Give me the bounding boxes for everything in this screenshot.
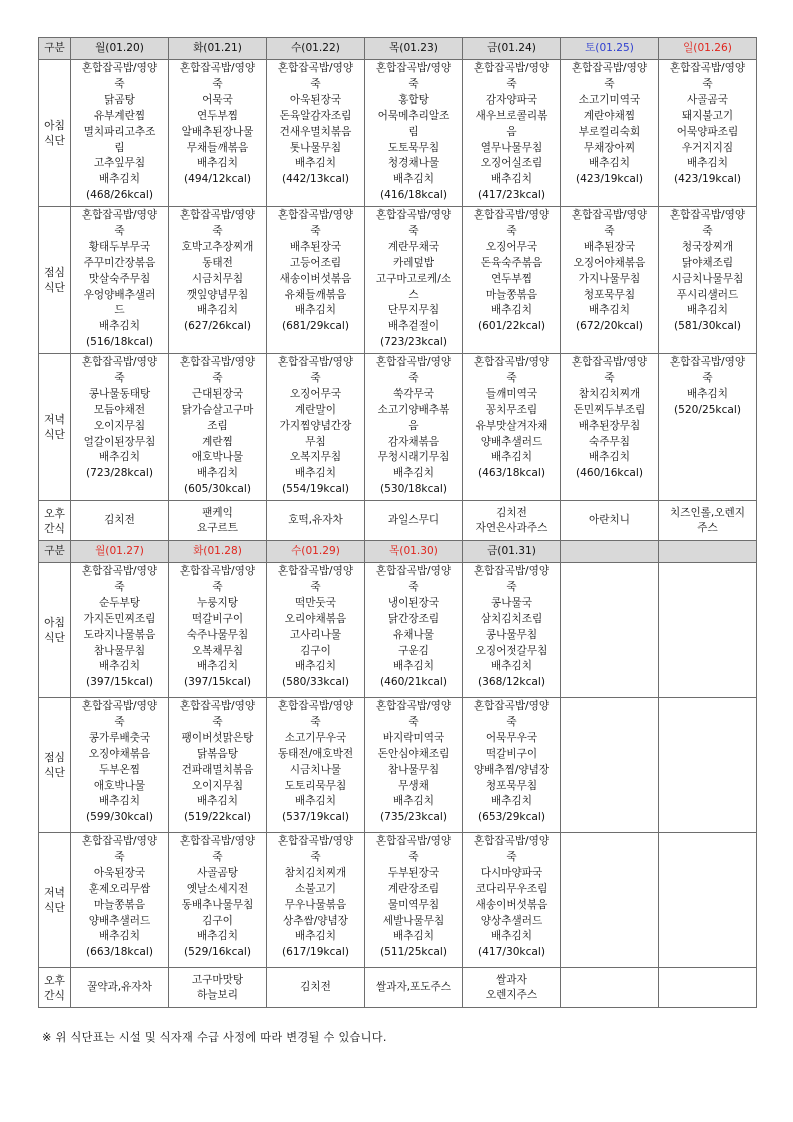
meal-cell: 혼합잡곡밥/영양 죽 들깨미역국 꽁치무조림 유부맛살겨자채 양배추샐러드 배추김치 (463/18kcal)	[463, 354, 561, 501]
day-header: 토(01.25)	[561, 38, 659, 60]
snack-cell: 김치전	[267, 968, 365, 1008]
meal-cell	[659, 833, 757, 968]
meal-cell: 혼합잡곡밥/영양 죽 닭곰탕 유부계란찜 멸치파리고추조 림 고추잎무침 배추김치 (468/26kcal)	[71, 60, 169, 207]
meal-cell: 혼합잡곡밥/영양 죽 배추된장국 오징어야채볶음 가지나물무침 청포묵무침 배추김치 (672/20kcal)	[561, 207, 659, 354]
snack-cell	[659, 968, 757, 1008]
meal-cell: 혼합잡곡밥/영양 죽 오징어무국 계란말이 가지찜양념간장 무침 오복지무침 배추김치 (554/19kcal)	[267, 354, 365, 501]
snack-row	[39, 501, 757, 541]
meal-cell: 혼합잡곡밥/영양 죽 아욱된장국 훈제오리무쌈 마늘쫑볶음 양배추샐러드 배추김치 (663/18kcal)	[71, 833, 169, 968]
snack-cell: 쌀과자 오렌지주스	[463, 968, 561, 1008]
meal-row	[39, 60, 757, 207]
meal-cell	[659, 563, 757, 698]
meal-cell: 혼합잡곡밥/영양 죽 배추된장국 고등어조림 새송이버섯볶음 유채들깨볶음 배추김치 (681/29kcal)	[267, 207, 365, 354]
day-header	[659, 541, 757, 563]
snack-cell: 과일스무디	[365, 501, 463, 541]
day-header: 일(01.26)	[659, 38, 757, 60]
meal-cell: 혼합잡곡밥/영양 죽 계란무채국 카레덮밥 고구마고로케/소 스 단무지무침 배추겉절이 (723/23kcal)	[365, 207, 463, 354]
meal-cell: 혼합잡곡밥/영양 죽 황태두부무국 주꾸미간장볶음 맛살숙주무침 우엉양배추샐러 드 배추김치 (516/18kcal)	[71, 207, 169, 354]
meal-cell: 혼합잡곡밥/영양 죽 감자양파국 새우브로콜리볶 음 열무나물무침 오징어실조림 배추김치 (417/23kcal)	[463, 60, 561, 207]
meal-cell: 혼합잡곡밥/영양 죽 소고기무우국 동태전/애호박전 시금치나물 도토리묵무침 배추김치 (537/19kcal)	[267, 698, 365, 833]
meal-cell: 혼합잡곡밥/영양 죽 참치김치찌개 소불고기 무우나물볶음 상추쌈/양념장 배추김치 (617/19kcal)	[267, 833, 365, 968]
snack-cell: 쌀과자,포도주스	[365, 968, 463, 1008]
meal-category-label: 점심 식단	[39, 698, 71, 833]
meal-cell: 혼합잡곡밥/영양 죽 쑥각무국 소고기양배추볶 음 감자채볶음 무청시래기무침 배추김치 (530/18kcal)	[365, 354, 463, 501]
day-header: 화(01.21)	[169, 38, 267, 60]
day-header: 금(01.31)	[463, 541, 561, 563]
snack-cell: 김치전	[71, 501, 169, 541]
meal-cell	[561, 833, 659, 968]
day-header: 목(01.23)	[365, 38, 463, 60]
meal-category-label: 저녁 식단	[39, 833, 71, 968]
meal-cell: 혼합잡곡밥/영양 죽 오징어무국 돈육숙주볶음 연두부찜 마늘쫑볶음 배추김치 (601/22kcal)	[463, 207, 561, 354]
meal-table-body	[39, 38, 757, 1008]
meal-row	[39, 833, 757, 968]
meal-category-label: 아침 식단	[39, 60, 71, 207]
meal-cell: 혼합잡곡밥/영양 죽 근대된장국 닭가슴살고구마 조림 계란찜 애호박나물 배추김치 (605/30kcal)	[169, 354, 267, 501]
snack-cell: 김치전 자연은사과주스	[463, 501, 561, 541]
meal-cell: 혼합잡곡밥/영양 죽 두부된장국 계란장조림 물미역무침 세발나물무침 배추김치 (511/25kcal)	[365, 833, 463, 968]
snack-cell: 치즈인롤,오렌지 주스	[659, 501, 757, 541]
meal-cell: 혼합잡곡밥/영양 죽 순두부탕 가지돈민찌조림 도라지나물볶음 참나물무침 배추김치 (397/15kcal)	[71, 563, 169, 698]
snack-cell: 호떡,유자차	[267, 501, 365, 541]
day-header: 수(01.22)	[267, 38, 365, 60]
meal-cell: 혼합잡곡밥/영양 죽 사골곰국 돼지불고기 어묵양파조림 우거지지짐 배추김치 (423/19kcal)	[659, 60, 757, 207]
meal-cell: 혼합잡곡밥/영양 죽 어묵국 연두부찜 알배추된장나물 무채들깨볶음 배추김치 (494/12kcal)	[169, 60, 267, 207]
header-corner-label: 구분	[39, 38, 71, 60]
snack-cell	[561, 968, 659, 1008]
day-header: 금(01.24)	[463, 38, 561, 60]
footnote: ※ 위 식단표는 시설 및 식자재 수급 사정에 따라 변경될 수 있습니다.	[42, 1031, 387, 1044]
meal-cell: 혼합잡곡밥/영양 죽 팽이버섯맑은탕 닭볶음탕 건파래멸치볶음 오이지무침 배추김치 (519/22kcal)	[169, 698, 267, 833]
meal-cell: 혼합잡곡밥/영양 죽 배추김치 (520/25kcal)	[659, 354, 757, 501]
meal-cell: 혼합잡곡밥/영양 죽 바지락미역국 돈안심야채조림 참나물무침 무생채 배추김치 (735/23kcal)	[365, 698, 463, 833]
meal-category-label: 아침 식단	[39, 563, 71, 698]
weekly-meal-table	[38, 37, 757, 1008]
meal-cell	[659, 698, 757, 833]
day-header	[561, 541, 659, 563]
day-header: 화(01.28)	[169, 541, 267, 563]
meal-cell	[561, 698, 659, 833]
week-header-row	[39, 38, 757, 60]
snack-cell: 꿀약과,유자차	[71, 968, 169, 1008]
day-header: 월(01.20)	[71, 38, 169, 60]
meal-row	[39, 354, 757, 501]
day-header: 수(01.29)	[267, 541, 365, 563]
snack-cell: 아란치니	[561, 501, 659, 541]
meal-row	[39, 698, 757, 833]
meal-cell	[561, 563, 659, 698]
meal-category-label: 오후 간식	[39, 501, 71, 541]
meal-cell: 혼합잡곡밥/영양 죽 사골곰탕 옛날소세지전 동배추나물무침 김구이 배추김치 (529/16kcal)	[169, 833, 267, 968]
meal-cell: 혼합잡곡밥/영양 죽 홍합탕 어묵메추리알조 림 도토묵무침 청경채나물 배추김치 (416/18kcal)	[365, 60, 463, 207]
meal-cell: 혼합잡곡밥/영양 죽 아욱된장국 돈육알감자조림 건새우멸치볶음 톳나물무침 배추김치 (442/13kcal)	[267, 60, 365, 207]
week-header-row	[39, 541, 757, 563]
meal-row	[39, 563, 757, 698]
meal-cell: 혼합잡곡밥/영양 죽 콩가루배춧국 오징야채볶음 두부온찜 애호박나물 배추김치 (599/30kcal)	[71, 698, 169, 833]
meal-cell: 혼합잡곡밥/영양 죽 청국장찌개 닭야채조림 시금치나물무침 푸시리샐러드 배추김치 (581/30kcal)	[659, 207, 757, 354]
meal-cell: 혼합잡곡밥/영양 죽 콩나물동태탕 모듬야채전 오이지무침 얼갈이된장무침 배추김치 (723/28kcal)	[71, 354, 169, 501]
meal-row	[39, 207, 757, 354]
meal-cell: 혼합잡곡밥/영양 죽 떡만둣국 오리야채볶음 고사리나물 김구이 배추김치 (580/33kcal)	[267, 563, 365, 698]
meal-category-label: 오후 간식	[39, 968, 71, 1008]
meal-category-label: 저녁 식단	[39, 354, 71, 501]
meal-cell: 혼합잡곡밥/영양 죽 다시마양파국 코다리무우조림 새송이버섯볶음 양상추샐러드 배추김치 (417/30kcal)	[463, 833, 561, 968]
snack-cell: 고구마맛탕 하늘보리	[169, 968, 267, 1008]
day-header: 목(01.30)	[365, 541, 463, 563]
day-header: 월(01.27)	[71, 541, 169, 563]
snack-row	[39, 968, 757, 1008]
meal-cell: 혼합잡곡밥/영양 죽 소고기미역국 계란야채찜 부로컬리숙회 무채장아찌 배추김치 (423/19kcal)	[561, 60, 659, 207]
meal-cell: 혼합잡곡밥/영양 죽 누룽지탕 떡갈비구이 숙주나물무침 오복채무침 배추김치 (397/15kcal)	[169, 563, 267, 698]
meal-cell: 혼합잡곡밥/영양 죽 냉이된장국 닭간장조림 유채나물 구운김 배추김치 (460/21kcal)	[365, 563, 463, 698]
meal-cell: 혼합잡곡밥/영양 죽 콩나물국 삼치김치조림 콩나물무침 오징어젓갈무침 배추김치 (368/12kcal)	[463, 563, 561, 698]
meal-cell: 혼합잡곡밥/영양 죽 참치김치찌개 돈민찌두부조림 배추된장무침 숙주무침 배추김치 (460/16kcal)	[561, 354, 659, 501]
meal-cell: 혼합잡곡밥/영양 죽 어묵무우국 떡갈비구이 양배추찜/양념장 청포묵무침 배추김치 (653/29kcal)	[463, 698, 561, 833]
meal-category-label: 점심 식단	[39, 207, 71, 354]
header-corner-label: 구분	[39, 541, 71, 563]
snack-cell: 팬케익 요구르트	[169, 501, 267, 541]
meal-cell: 혼합잡곡밥/영양 죽 호박고추장찌개 동태전 시금치무침 깻잎양념무침 배추김치 (627/26kcal)	[169, 207, 267, 354]
